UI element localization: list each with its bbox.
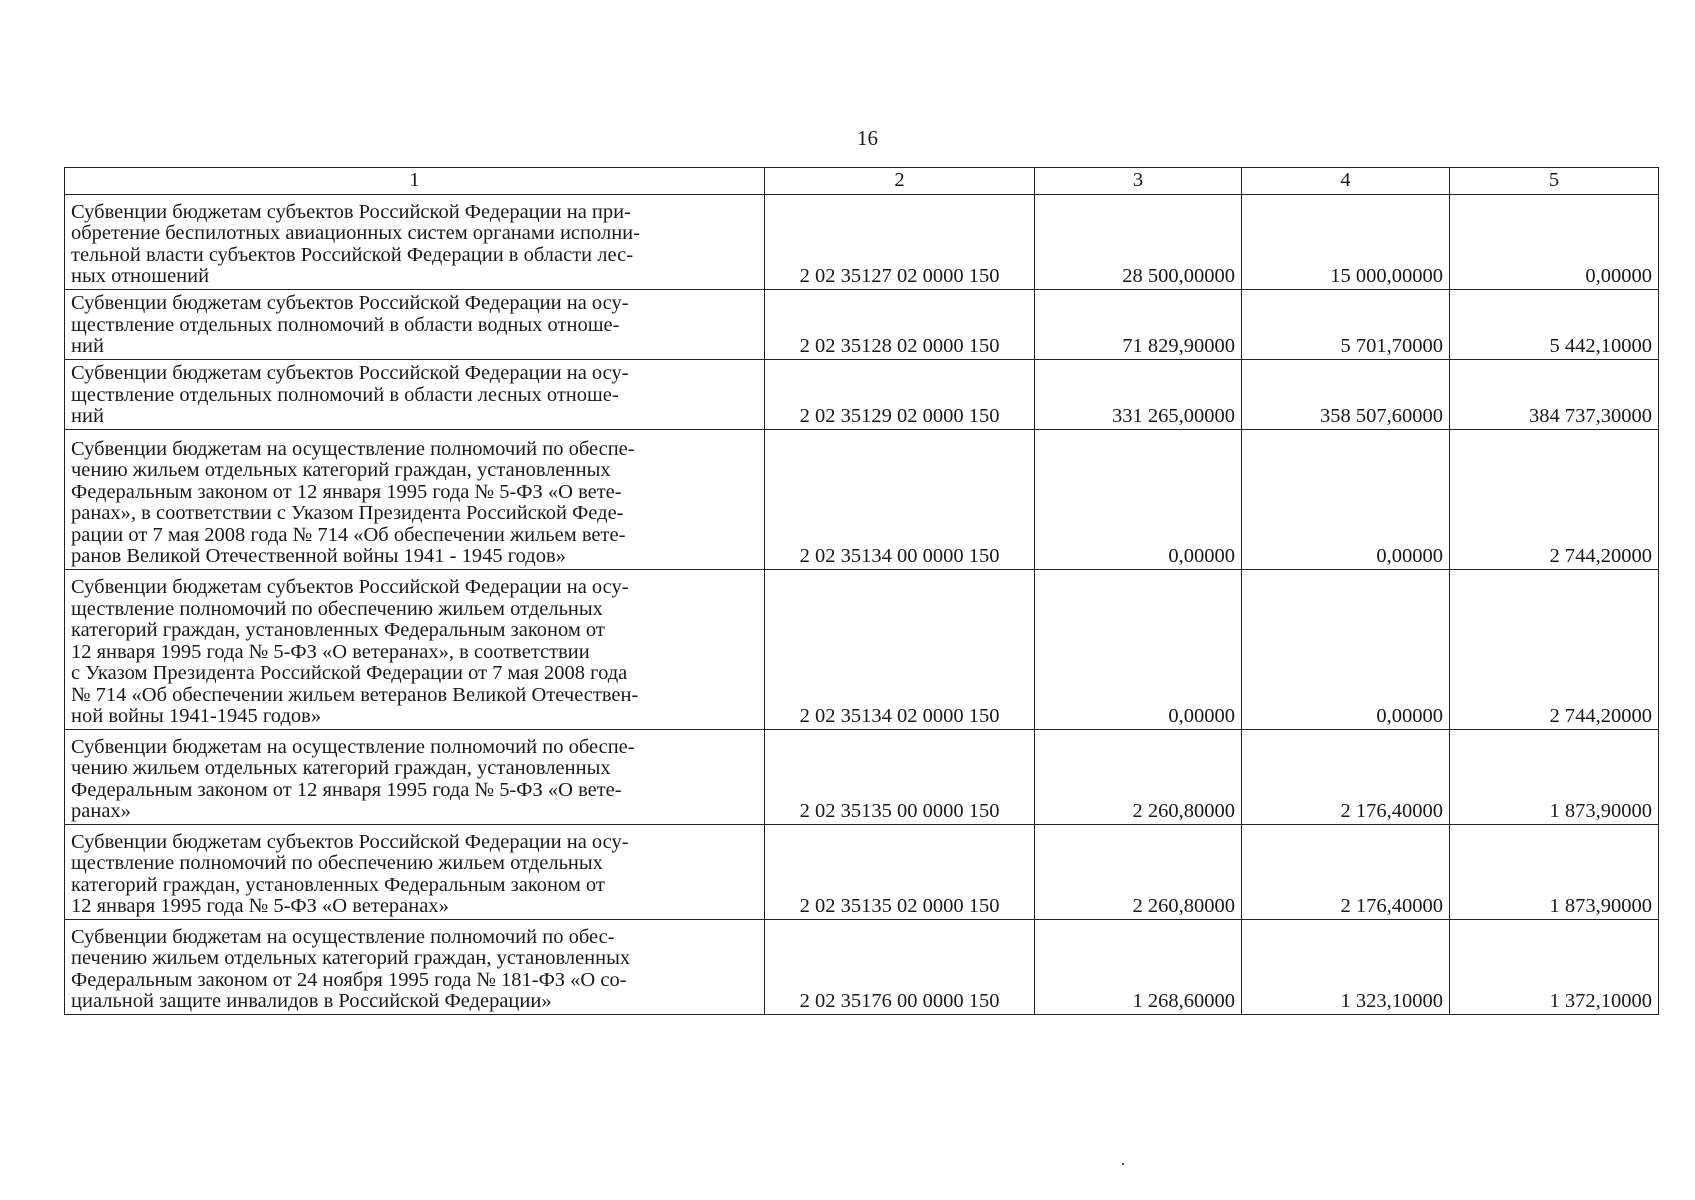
row-value-col-3: 2 260,80000 <box>1035 825 1242 920</box>
row-description: Субвенции бюджетам субъектов Российской Федерации на осу- ществление отдельных полномочий в области водных отноше- ний <box>65 290 765 360</box>
table-row <box>65 360 1659 430</box>
row-budget-code: 2 02 35176 00 0000 150 <box>765 920 1035 1015</box>
row-value-col-3: 28 500,00000 <box>1035 195 1242 290</box>
row-budget-code: 2 02 35127 02 0000 150 <box>765 195 1035 290</box>
row-value-col-4: 2 176,40000 <box>1242 730 1450 825</box>
row-value-col-4: 1 323,10000 <box>1242 920 1450 1015</box>
header-col-2: 2 <box>765 168 1035 195</box>
row-budget-code: 2 02 35134 00 0000 150 <box>765 430 1035 570</box>
table-row <box>65 195 1659 290</box>
table-row <box>65 290 1659 360</box>
header-row <box>65 168 1659 195</box>
row-value-col-5: 1 873,90000 <box>1450 825 1659 920</box>
row-description: Субвенции бюджетам на осуществление полномочий по обес- печению жильем отдельных категорий граждан, установленных Федеральным законом от 24 ноября 1995 года № 181-ФЗ «О со- циальной защите инвалидов в Российской Федерации» <box>65 920 765 1015</box>
row-description: Субвенции бюджетам субъектов Российской Федерации на при- обретение беспилотных авиационных систем органами исполни- тельной власти субъектов Российской Федерации в области лес- ных отношений <box>65 195 765 290</box>
row-value-col-5: 5 442,10000 <box>1450 290 1659 360</box>
row-value-col-3: 0,00000 <box>1035 430 1242 570</box>
row-value-col-4: 0,00000 <box>1242 430 1450 570</box>
row-value-col-3: 331 265,00000 <box>1035 360 1242 430</box>
row-budget-code: 2 02 35134 02 0000 150 <box>765 570 1035 730</box>
row-description: Субвенции бюджетам на осуществление полномочий по обеспе- чению жильем отдельных категорий граждан, установленных Федеральным законом от 12 января 1995 года № 5-ФЗ «О вете- ранах» <box>65 730 765 825</box>
row-value-col-4: 5 701,70000 <box>1242 290 1450 360</box>
row-budget-code: 2 02 35135 02 0000 150 <box>765 825 1035 920</box>
scan-speck <box>1122 1163 1124 1165</box>
row-value-col-5: 0,00000 <box>1450 195 1659 290</box>
row-value-col-4: 0,00000 <box>1242 570 1450 730</box>
table-row <box>65 430 1659 570</box>
table-row <box>65 570 1659 730</box>
row-budget-code: 2 02 35128 02 0000 150 <box>765 290 1035 360</box>
row-value-col-4: 15 000,00000 <box>1242 195 1450 290</box>
row-budget-code: 2 02 35129 02 0000 150 <box>765 360 1035 430</box>
table-row <box>65 920 1659 1015</box>
row-value-col-5: 384 737,30000 <box>1450 360 1659 430</box>
header-col-1: 1 <box>65 168 765 195</box>
row-value-col-3: 71 829,90000 <box>1035 290 1242 360</box>
row-value-col-3: 0,00000 <box>1035 570 1242 730</box>
row-value-col-5: 1 372,10000 <box>1450 920 1659 1015</box>
row-value-col-5: 2 744,20000 <box>1450 430 1659 570</box>
row-value-col-4: 2 176,40000 <box>1242 825 1450 920</box>
row-value-col-3: 2 260,80000 <box>1035 730 1242 825</box>
header-col-3: 3 <box>1035 168 1242 195</box>
table-row <box>65 730 1659 825</box>
row-value-col-3: 1 268,60000 <box>1035 920 1242 1015</box>
row-value-col-4: 358 507,60000 <box>1242 360 1450 430</box>
table-row <box>65 825 1659 920</box>
budget-table <box>64 167 1659 1015</box>
row-description: Субвенции бюджетам субъектов Российской Федерации на осу- ществление полномочий по обеспечению жильем отдельных категорий граждан, установленных Федеральным законом от 12 января 1995 года № 5-ФЗ «О ветеранах», в соответствии с Указом Президента Российской Федерации от 7 мая 2008 года № 714 «Об обеспечении жильем ветеранов Великой Отечествен- ной войны 1941-1945 годов» <box>65 570 765 730</box>
row-description: Субвенции бюджетам субъектов Российской Федерации на осу- ществление отдельных полномочий в области лесных отноше- ний <box>65 360 765 430</box>
header-col-4: 4 <box>1242 168 1450 195</box>
page-number: 16 <box>857 126 878 150</box>
row-description: Субвенции бюджетам на осуществление полномочий по обеспе- чению жильем отдельных категорий граждан, установленных Федеральным законом от 12 января 1995 года № 5-ФЗ «О вете- ранах», в соответствии с Указом Президента Российской Феде- рации от 7 мая 2008 года № 714 «Об обеспечении жильем вете- ранов Великой Отечественной войны 1941 - 1945 годов» <box>65 430 765 570</box>
header-col-5: 5 <box>1450 168 1659 195</box>
row-value-col-5: 2 744,20000 <box>1450 570 1659 730</box>
row-budget-code: 2 02 35135 00 0000 150 <box>765 730 1035 825</box>
row-description: Субвенции бюджетам субъектов Российской Федерации на осу- ществление полномочий по обеспечению жильем отдельных категорий граждан, установленных Федеральным законом от 12 января 1995 года № 5-ФЗ «О ветеранах» <box>65 825 765 920</box>
row-value-col-5: 1 873,90000 <box>1450 730 1659 825</box>
